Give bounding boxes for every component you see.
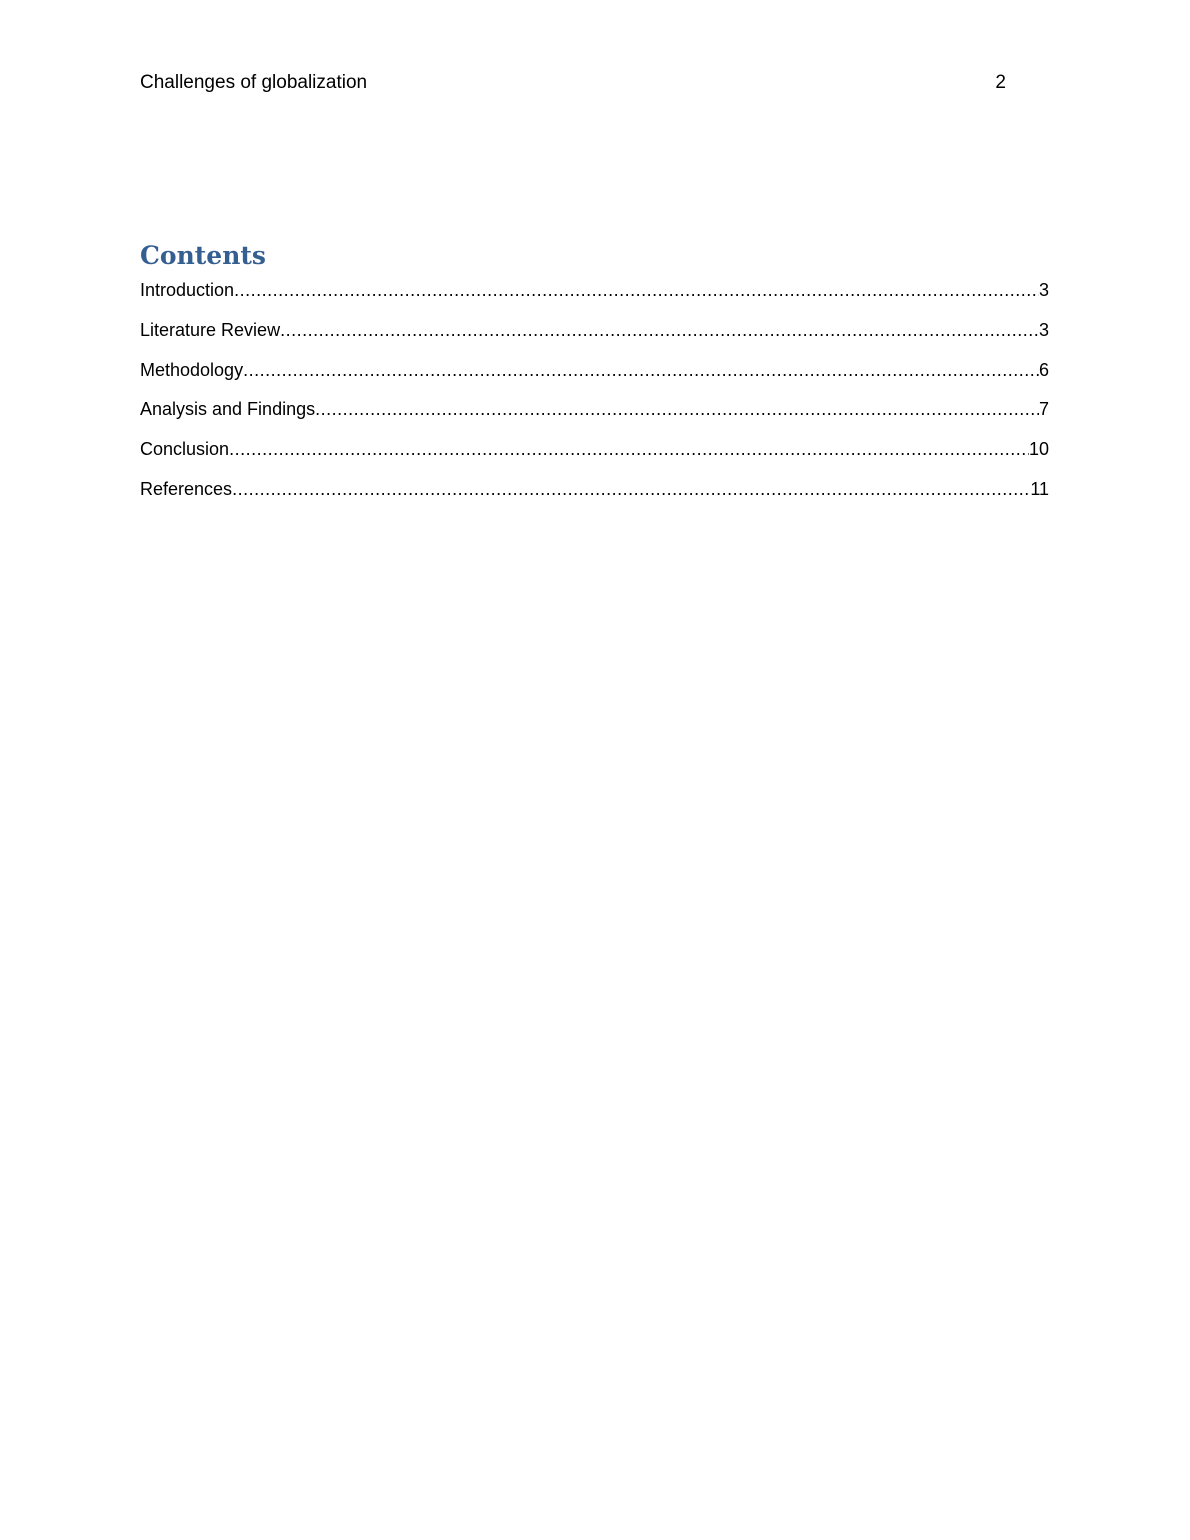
toc-entry-page: 3 — [1038, 280, 1049, 300]
toc-dot-leader — [243, 357, 1039, 383]
toc-dot-leader — [232, 476, 1030, 502]
toc-entry-page: 6 — [1038, 359, 1049, 380]
table-of-contents — [140, 277, 1049, 516]
toc-entry-label: Introduction — [140, 280, 235, 300]
toc-dot-leader — [315, 396, 1039, 422]
toc-entry-page: 10 — [1028, 439, 1049, 460]
toc-entry-label: Conclusion — [140, 439, 230, 460]
toc-entry-conclusion[interactable] — [140, 436, 1049, 476]
toc-entry-introduction[interactable] — [140, 277, 1049, 317]
toc-entry-page: 7 — [1038, 399, 1049, 420]
toc-entry-references[interactable] — [140, 476, 1049, 516]
toc-dot-leader — [234, 277, 1039, 303]
toc-entry-analysis-and-findings[interactable] — [140, 396, 1049, 436]
toc-dot-leader — [280, 317, 1039, 343]
toc-entry-label: Analysis and Findings — [140, 399, 316, 420]
toc-entry-page: 11 — [1030, 478, 1049, 499]
toc-entry-methodology[interactable] — [140, 357, 1049, 397]
toc-entry-literature-review[interactable] — [140, 317, 1049, 357]
header-title: Challenges of globalization — [140, 72, 368, 93]
toc-heading: Contents — [140, 241, 267, 270]
running-header — [140, 70, 1006, 96]
toc-entry-page: 3 — [1038, 319, 1049, 340]
toc-dot-leader — [229, 436, 1029, 462]
toc-entry-label: References — [140, 478, 233, 499]
toc-entry-label: Literature Review — [140, 319, 281, 340]
toc-entry-label: Methodology — [140, 359, 244, 380]
header-page-number: 2 — [995, 72, 1006, 93]
